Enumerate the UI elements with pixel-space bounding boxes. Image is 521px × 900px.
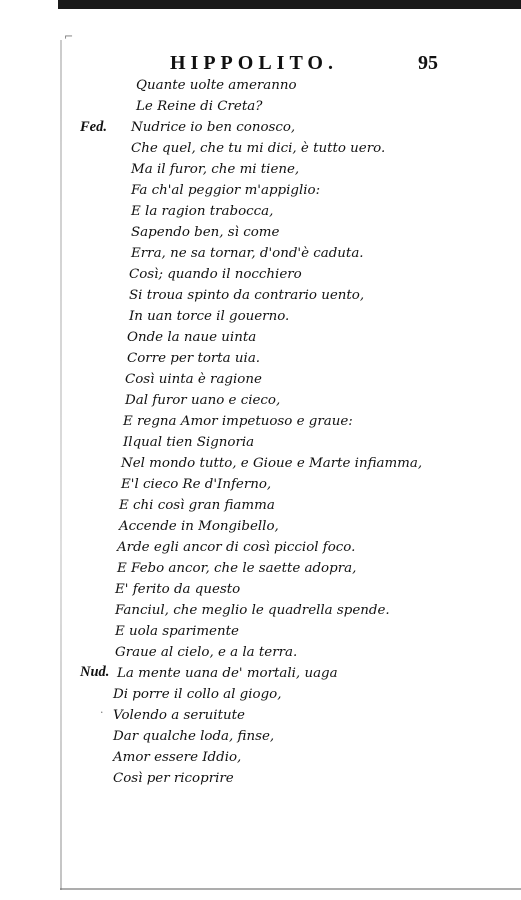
verse-line: Dal furor uano e cieco, [125, 393, 281, 408]
verse-line: Ma il furor, che mi tiene, [131, 162, 300, 177]
verse-line: Arde egli ancor di così picciol foco. [117, 540, 356, 555]
verse-line: E regna Amor impetuoso e graue: [123, 414, 353, 429]
verse-line: Volendo a seruitute [113, 708, 245, 723]
verse-line: Sapendo ben, sì come [131, 225, 280, 240]
verse-line: Corre per torta uia. [127, 351, 261, 366]
verse-line: La mente uana de' mortali, uaga [117, 666, 338, 681]
page-number: 95 [418, 52, 438, 74]
verse-line: Le Reine di Creta? [136, 99, 263, 114]
ink-mark: ⌐ [64, 30, 74, 43]
ink-mark: · [100, 706, 104, 719]
verse-line: Ilqual tien Signoria [123, 435, 255, 450]
verse-line: Onde la naue uinta [127, 330, 257, 345]
verse-line: E'l cieco Re d'Inferno, [121, 477, 272, 492]
verse-line: Quante uolte ameranno [136, 78, 297, 93]
verse-line: In uan torce il gouerno. [129, 309, 290, 324]
verse-line: E' ferito da questo [115, 582, 241, 597]
verse-line: E Febo ancor, che le saette adopra, [117, 561, 357, 576]
verse-line: Fanciul, che meglio le quadrella spende. [115, 603, 390, 618]
verse-line: Graue al cielo, e a la terra. [115, 645, 298, 660]
verse-line: Erra, ne sa tornar, d'ond'è caduta. [131, 246, 364, 261]
verse-line: Che quel, che tu mi dici, è tutto uero. [131, 141, 386, 156]
verse-line: Nel mondo tutto, e Gioue e Marte infiamma, [121, 456, 423, 471]
verse-line: E la ragion trabocca, [131, 204, 274, 219]
speaker-label-fed: Fed. [80, 119, 107, 135]
verse-line: Così uinta è ragione [125, 372, 262, 387]
verse-line: Di porre il collo al giogo, [113, 687, 282, 702]
verse-line: Si troua spinto da contrario uento, [129, 288, 365, 303]
verse-line: Nudrice io ben conosco, [131, 120, 296, 135]
verse-line: E uola sparimente [115, 624, 239, 639]
verse-line: Accende in Mongibello, [119, 519, 279, 534]
verse-line: Dar qualche loda, finse, [113, 729, 275, 744]
verse-line: Così; quando il nocchiero [129, 267, 302, 282]
verse-line: Amor essere Iddio, [113, 750, 242, 765]
running-head: HIPPOLITO. [170, 52, 338, 74]
verse-line: Così per ricoprire [113, 771, 234, 786]
verse-line: Fa ch'al peggior m'appiglio: [131, 183, 321, 198]
speaker-label-nud: Nud. [80, 664, 110, 680]
verse-line: E chi così gran fiamma [119, 498, 275, 513]
